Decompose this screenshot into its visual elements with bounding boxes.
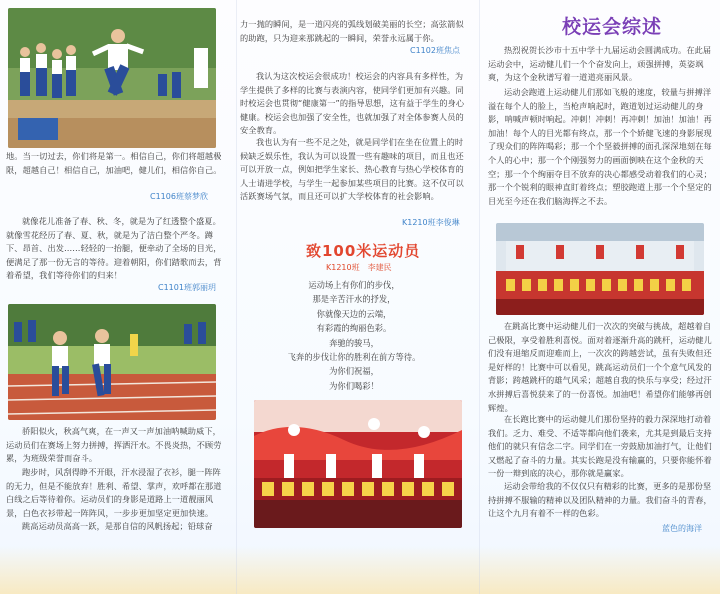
poem-line: 为你们祝福， [329, 366, 379, 377]
poem-line: 有彩霞的绚丽色彩。 [316, 323, 392, 334]
paragraph: 在长跑比赛中的运动健儿们那份坚持的毅力深深地打动着我们。乏力、难受、不适等都向他们袭来，尤其是到最后支持他们的就只有信念二字。同学们在一旁鼓励加油打气，让他们又燃起了奋斗的力量。其实长跑是没有输赢的，只要你能怀着一份一辩到底的决心，那你就是赢家。 [488, 414, 712, 479]
left-column [0, 0, 232, 594]
paragraph: 我也认为有一些不足之处，就是同学们在坐在位置上的时候缺乏娱乐性，我认为可以设置一些有趣味的项目，而且也还可以开放一点，例如把学生家长、热心教育与热心学校体育的人士请进学校，与学生一起参加某些项目的比赛。这不仅可以活跃赛场气氛，而且还可以扩大学校体育的社会影响。 [240, 137, 464, 202]
summary-title: 校运会综述 [562, 16, 663, 38]
poem-title: 致100米运动员 [306, 242, 421, 260]
paragraph: 就像花儿准备了春、秋、冬，就是为了红透整个盛夏。就像雪花经历了春、夏、秋，就是为了洁白整个严冬。蹲下、昂首、出发……轻轻的一抬腿，便牵动了全场的目光，便满足了那一份无言的等待。迎着朝阳，你们踏歌而去，背着希望，我们等待你们的归来！ [6, 216, 222, 281]
stage-performance-photo [254, 400, 462, 528]
paragraph: 跑步时，风刮得睁不开眼，汗水浸湿了衣衫，腿一阵阵的无力，但是不能放弃！胜利、希望、掌声，欢呼都在那道白线之后等待着你。运动员们的身影是道路上一道靓丽风景，白色衣衫带起一阵阵风，一步步更加坚定更加快速。 [6, 467, 222, 518]
paragraph: 骄阳似火，秋高气爽，在一声又一声加油呐喊助威下，运动员们在赛场上努力拼搏，挥洒汗水。不畏炎热，不顾劳累，为班级荣誉而奋斗。 [6, 426, 222, 464]
right-column [482, 0, 720, 594]
paragraph: 运动会带给我的不仅仅只有精彩的比赛，更多的是那份坚持拼搏不服输的精神以及团队精神的力量。我们奋斗的青春，让这个九月有着不一样的色彩。 [488, 481, 712, 519]
paragraph: 热烈祝贺长沙市十五中学十九届运动会圆满成功。在此届运动会中，运动健儿们一个个奋发向上，顽强拼搏，英姿飒爽，为这个金秋谱写着一道道亮丽风景。 [488, 45, 712, 83]
middle-column [240, 0, 476, 594]
poem-line: 奔驰的骏马， [329, 337, 379, 348]
paragraph: 我认为这次校运会很成功！校运会的内容具有多样性，为学生提供了多样的比赛与表演内容，使同学们更加有兴趣。同时校运会也贯彻“健康第一”的指导思想，这有益于学生的身心健康。校运会也加强了安全性，也就加强了对全体参赛人员的安全教育。 [240, 71, 465, 136]
paragraph: 跳高运动员高高一跃，是那自信的风帆扬起；铅球奋 [22, 521, 213, 531]
paragraph: 力一抛的瞬间，是一道闪亮的弧线划破美丽的长空；高弦箭似的助跑，只为迎来那跳起的一瞬间，荣誉永远属于你。 [240, 19, 464, 43]
paragraph: 在跳高比赛中运动健儿们一次次的突破与挑战，超越着自己极限，享受着胜利喜悦。面对着逐渐升高的跳杆，运动健儿们没有退缩反而迎难而上，一次次的跨越尝试，虽有失败但还是好样的！比赛中可以看见，跳高运动员们一个个意气风发的背影；跨越跳杆的雄气风采；超越自我的快乐与享受；经过汗水拼搏后喜悦获来了的一份喜悦。加油吧！希望你们能够再创辉煌。 [488, 321, 712, 413]
poem-line: 你就像天边的云端， [316, 308, 392, 319]
paragraph: 运动会跑道上运动健儿们那如飞般的速度，较量与拼搏洋溢在每个人的脸上，当枪声响起时，跑道划过运动健儿的身影，呐喊声顿时响起。冲刺！冲刺！再冲刺！加油！加油！再加油！每个人的目光都有终点，那一个个娇健飞速的身影展现了现众们的阵阵喝彩；那一个个坚毅拼搏的面孔深深地刻在每个人的心中；那一个个刚强努力的画面倒映在这个金秋的天空；那一个个绚丽夺目不放弃的决心都感受动着我们的心灵；那一个个锐利的眼神直盯着终点；塑胶跑道上那一个个坚定的目光至今还在我们脑海挥之不去。 [488, 87, 712, 206]
long-jump-photo [8, 8, 216, 148]
fold-line [236, 0, 237, 594]
poem-line: 飞奔的步伐让你的胜利在前方等待。 [287, 352, 421, 363]
signature: C1101班郭丽玥 [158, 283, 216, 292]
poem-line: 运动场上有你们的步伐， [308, 280, 400, 290]
paragraph: 地。当一切过去，你们将是第一。相信自己，你们将超越极限，超越自己！相信自己，加油吧，健儿们，相信你自己。 [6, 151, 222, 175]
poem-line: 那是辛苦汗水的抒发， [312, 294, 396, 305]
signature: C1102班焦点 [410, 46, 460, 55]
signature: 蓝色的海洋 [662, 524, 702, 533]
signature: C1106班蔡梦欣 [150, 192, 208, 201]
poem-body [254, 278, 454, 393]
signature: K1210班李俊琳 [402, 218, 460, 227]
running-track-photo [8, 304, 216, 420]
poem-byline: K1210班 李建民 [326, 263, 392, 272]
poem-line: 为你们喝彩！ [329, 380, 379, 391]
opening-ceremony-photo [496, 223, 704, 315]
fold-line [479, 0, 480, 594]
